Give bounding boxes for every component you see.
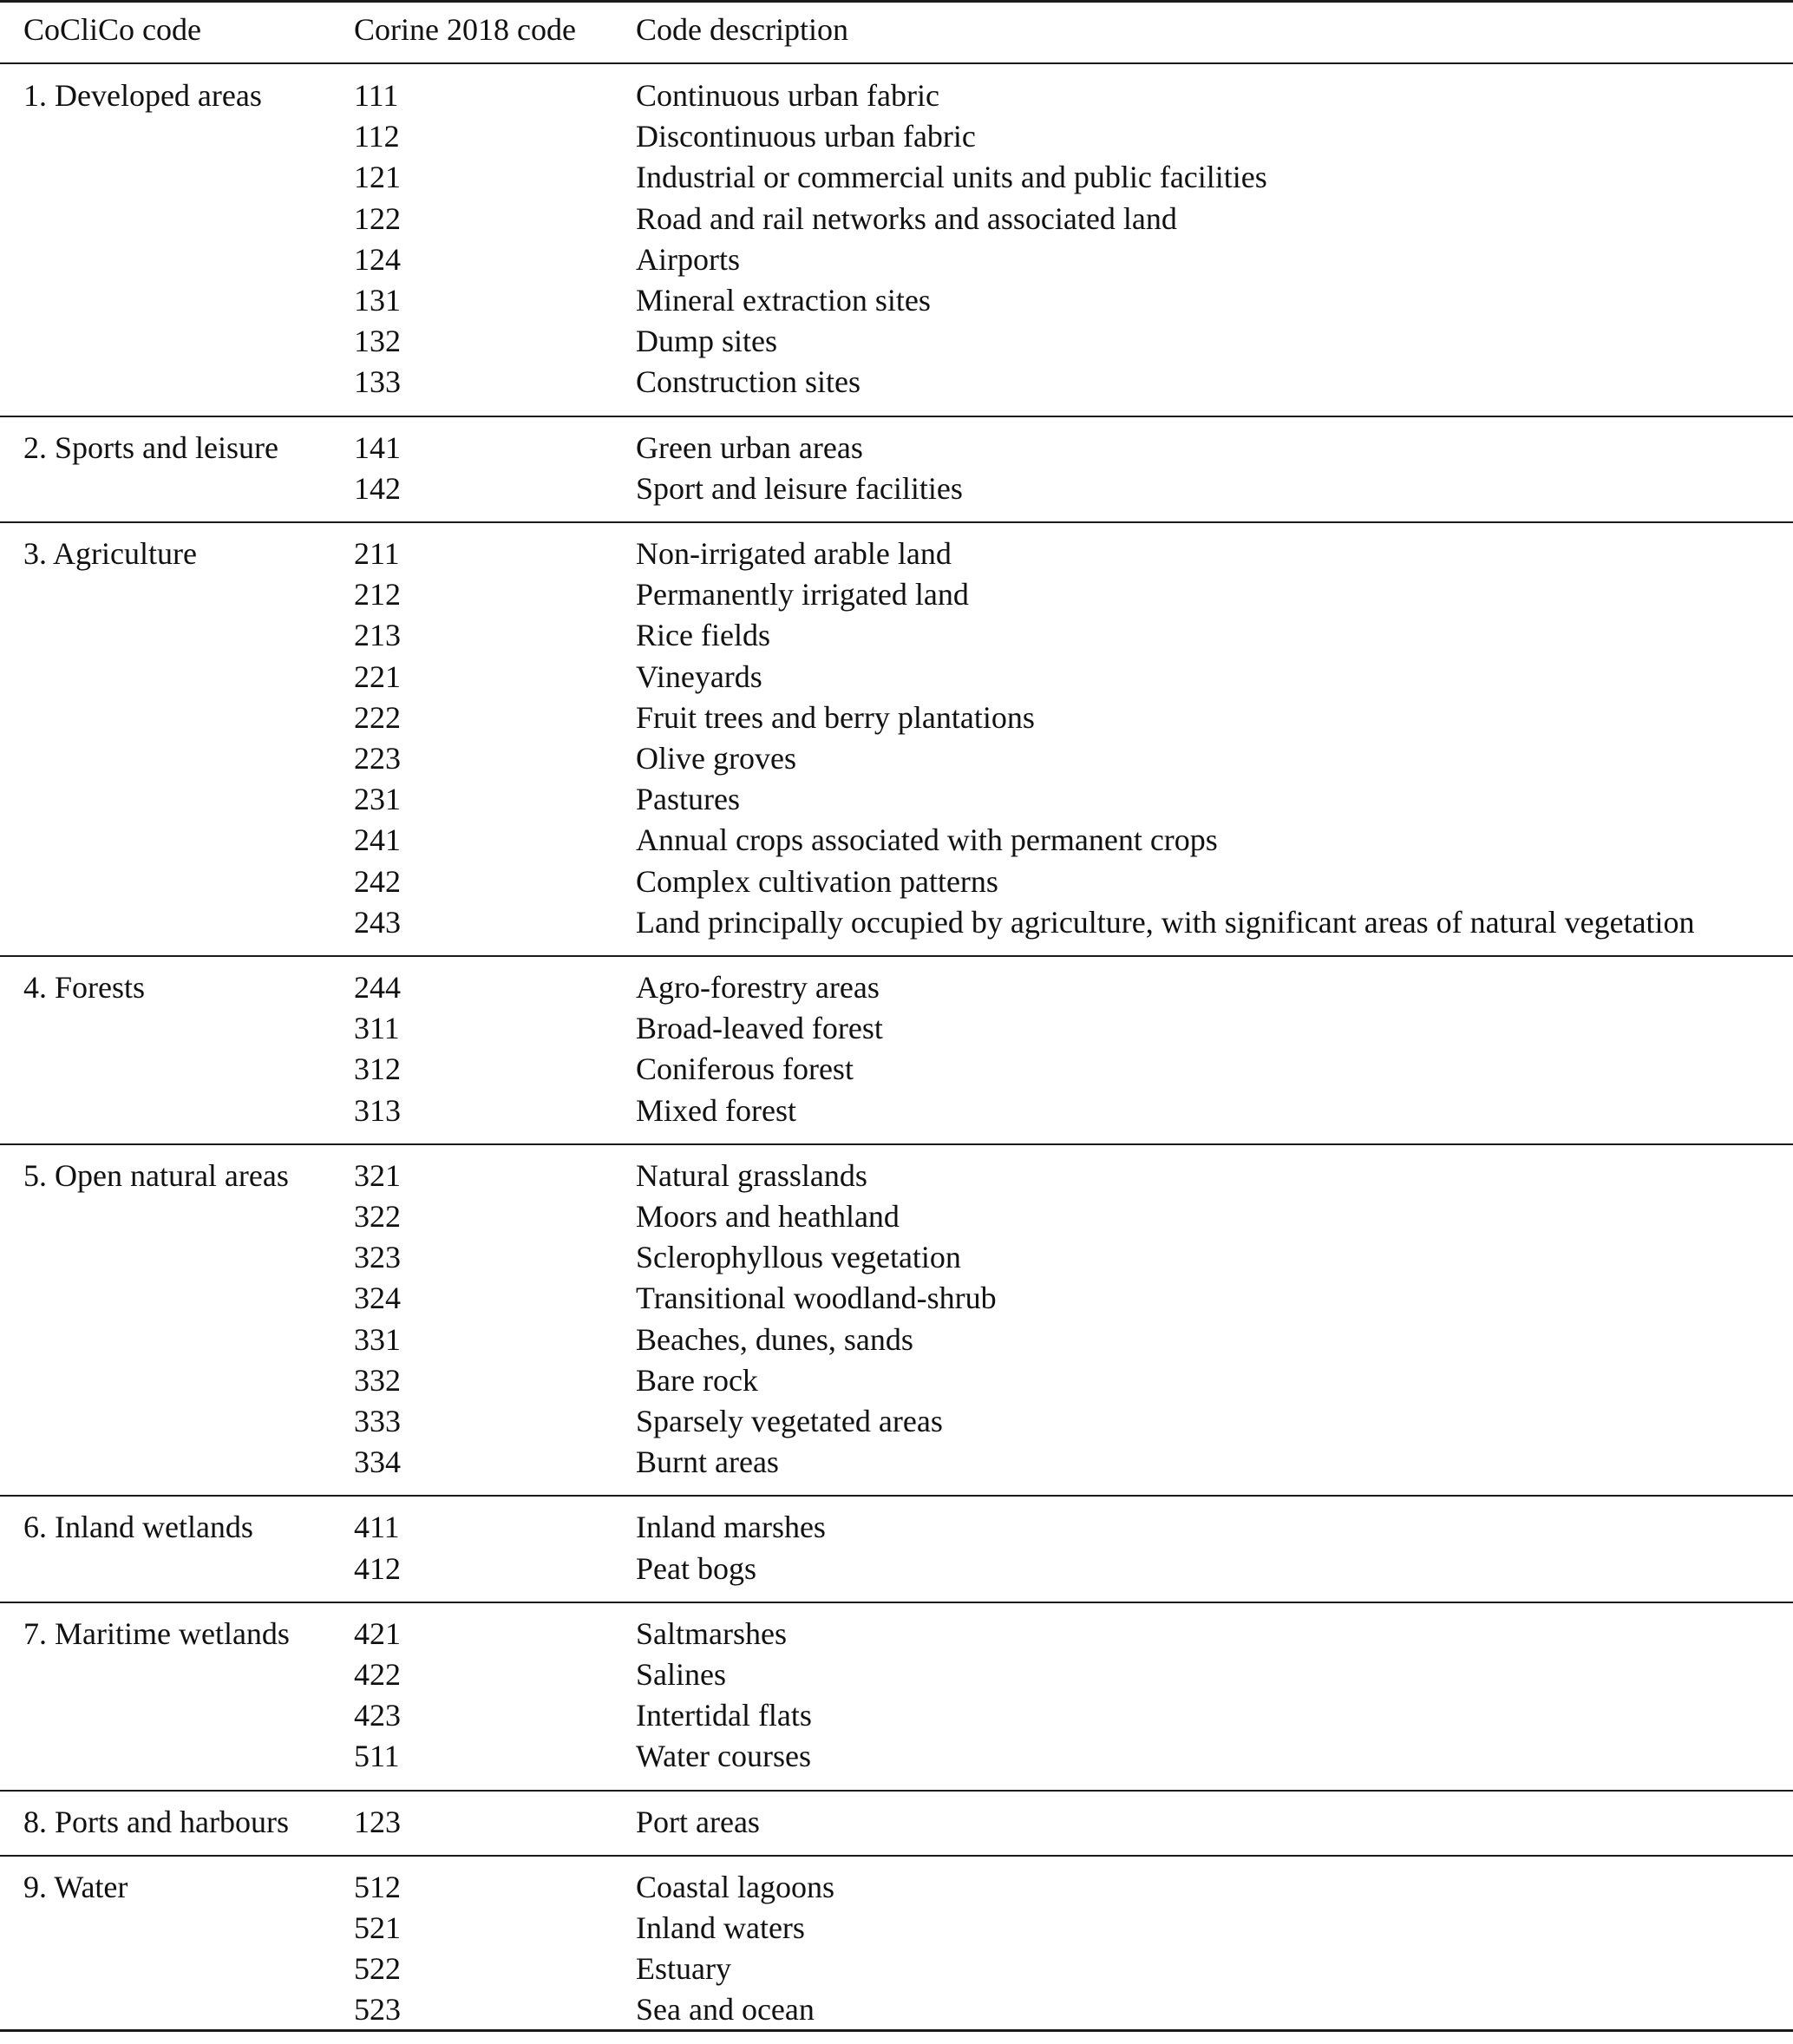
header-corine-2018-code: Corine 2018 code: [354, 12, 576, 47]
corine-code: 321: [354, 1157, 401, 1193]
code-description: Coniferous forest: [636, 1051, 854, 1087]
code-description: Natural grasslands: [636, 1157, 867, 1193]
table-section: [0, 1791, 1793, 1856]
corine-code: 512: [354, 1869, 401, 1904]
corine-code: 522: [354, 1951, 401, 1987]
corine-code: 332: [354, 1362, 401, 1398]
table-section: [0, 1144, 1793, 1497]
corine-code: 112: [354, 119, 400, 154]
table-section: [0, 1602, 1793, 1791]
corine-code: 133: [354, 364, 401, 400]
corine-code: 422: [354, 1656, 401, 1692]
corine-code: 334: [354, 1445, 401, 1480]
table-section: [0, 64, 1793, 416]
code-description: Burnt areas: [636, 1445, 779, 1480]
table-section: [0, 1496, 1793, 1602]
code-description: Port areas: [636, 1804, 760, 1839]
table-section: [0, 416, 1793, 522]
code-description: Airports: [636, 241, 740, 277]
code-description: Annual crops associated with permanent crops: [636, 822, 1218, 858]
code-description: Agro-forestry areas: [636, 970, 880, 1005]
code-description: Discontinuous urban fabric: [636, 119, 976, 154]
corine-code: 242: [354, 863, 401, 899]
code-description: Beaches, dunes, sands: [636, 1321, 913, 1357]
code-description: Inland waters: [636, 1910, 805, 1945]
cocliCo-group-label: 4. Forests: [23, 970, 146, 1005]
corine-code: 211: [354, 536, 400, 571]
header-cocliCo-code: CoCliCo code: [23, 12, 201, 47]
code-description: Vineyards: [636, 658, 762, 694]
code-description: Transitional woodland-shrub: [636, 1281, 997, 1316]
corine-code: 241: [354, 822, 401, 858]
cocliCo-group-label: 2. Sports and leisure: [23, 429, 278, 465]
corine-code: 221: [354, 658, 401, 694]
corine-code: 313: [354, 1092, 401, 1128]
corine-code: 212: [354, 577, 401, 613]
corine-code: 141: [354, 429, 401, 465]
corine-code: 521: [354, 1910, 401, 1945]
code-description: Permanently irrigated land: [636, 577, 969, 613]
code-description: Green urban areas: [636, 429, 863, 465]
code-description: Road and rail networks and associated land: [636, 200, 1177, 236]
corine-code: 111: [354, 78, 399, 113]
code-description: Bare rock: [636, 1362, 758, 1398]
code-description: Moors and heathland: [636, 1198, 900, 1234]
code-description: Sparsely vegetated areas: [636, 1403, 943, 1438]
corine-code: 523: [354, 1992, 401, 2028]
code-description: Non-irrigated arable land: [636, 536, 952, 571]
corine-code: 223: [354, 741, 401, 776]
code-description: Sclerophyllous vegetation: [636, 1240, 961, 1275]
corine-code: 131: [354, 283, 401, 318]
corine-code: 213: [354, 618, 401, 653]
cocliCo-group-label: 6. Inland wetlands: [23, 1510, 253, 1545]
code-description: Continuous urban fabric: [636, 78, 939, 113]
code-description: Intertidal flats: [636, 1698, 812, 1733]
corine-code: 124: [354, 241, 401, 277]
corine-code: 243: [354, 904, 401, 940]
code-description: Water courses: [636, 1739, 812, 1774]
corine-code: 244: [354, 970, 401, 1005]
code-description: Fruit trees and berry plantations: [636, 699, 1035, 735]
corine-code: 121: [354, 160, 401, 195]
corine-code: 312: [354, 1051, 401, 1087]
corine-code: 331: [354, 1321, 401, 1357]
code-description: Land principally occupied by agriculture, with significant areas of natural vegetation: [636, 904, 1695, 940]
code-description: Pastures: [636, 782, 740, 817]
cocliCo-group-label: 1. Developed areas: [23, 78, 262, 113]
code-description: Coastal lagoons: [636, 1869, 834, 1904]
code-description: Saltmarshes: [636, 1615, 787, 1651]
code-description: Industrial or commercial units and public facilities: [636, 160, 1267, 195]
corine-code: 231: [354, 782, 401, 817]
corine-code: 123: [354, 1804, 401, 1839]
code-description: Salines: [636, 1656, 726, 1692]
code-description: Inland marshes: [636, 1510, 826, 1545]
corine-code: 122: [354, 200, 401, 236]
corine-code: 324: [354, 1281, 401, 1316]
corine-code: 411: [354, 1510, 400, 1545]
code-description: Dump sites: [636, 324, 778, 359]
corine-code: 333: [354, 1403, 401, 1438]
table-section: [0, 956, 1793, 1144]
corine-code: 423: [354, 1698, 401, 1733]
code-description: Construction sites: [636, 364, 861, 400]
corine-code: 311: [354, 1011, 400, 1046]
cocliCo-group-label: 3. Agriculture: [23, 536, 197, 571]
code-description: Mixed forest: [636, 1092, 796, 1128]
code-description: Rice fields: [636, 618, 770, 653]
code-description: Olive groves: [636, 741, 796, 776]
corine-code: 323: [354, 1240, 401, 1275]
corine-code: 421: [354, 1615, 401, 1651]
corine-code: 412: [354, 1550, 401, 1586]
cocliCo-group-label: 9. Water: [23, 1869, 128, 1904]
code-description: Sport and leisure facilities: [636, 470, 963, 506]
header-code-description: Code description: [636, 12, 848, 47]
corine-code: 222: [354, 699, 401, 735]
code-description: Complex cultivation patterns: [636, 863, 998, 899]
corine-code: 322: [354, 1198, 401, 1234]
code-description: Estuary: [636, 1951, 731, 1987]
code-description: Broad-leaved forest: [636, 1011, 883, 1046]
corine-code: 132: [354, 324, 401, 359]
code-description: Peat bogs: [636, 1550, 756, 1586]
cocliCo-group-label: 5. Open natural areas: [23, 1157, 289, 1193]
cocliCo-group-label: 7. Maritime wetlands: [23, 1615, 290, 1651]
corine-code: 511: [354, 1739, 400, 1774]
corine-code: 142: [354, 470, 401, 506]
code-description: Mineral extraction sites: [636, 283, 931, 318]
cocliCo-group-label: 8. Ports and harbours: [23, 1804, 289, 1839]
table-section: [0, 522, 1793, 956]
table-header-row: [0, 0, 1793, 63]
table-section: [0, 1856, 1793, 2044]
code-description: Sea and ocean: [636, 1992, 815, 2028]
